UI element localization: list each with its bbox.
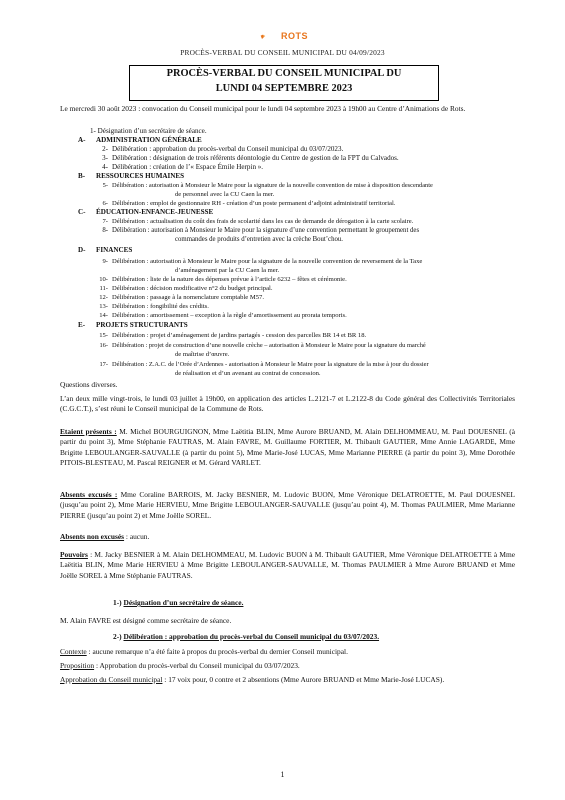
agenda-item-2: 2- Délibération : approbation du procès-verbal du Conseil municipal du 03/07/2023. xyxy=(102,145,344,153)
pouvoirs-paragraph xyxy=(60,550,515,581)
proposition-text: : Approbation du procès-verbal du Conseil municipal du 03/07/2023. xyxy=(95,661,300,670)
agenda-item-3: 3- Délibération : désignation de trois référents déontologie du Centre de gestion de la FPT du Calvados. xyxy=(102,154,399,162)
logo-text: ROTS xyxy=(281,31,309,41)
agenda-item-1: 1- Désignation d’un secrétaire de séance. xyxy=(90,127,207,135)
approval-text: : 17 voix pour, 0 contre et 2 absentions (Mme Aurore BRUAND et Mme Marie-José LUCAS). xyxy=(164,675,445,684)
agenda-item-16: 16- Délibération : projet de construction d’une nouvelle crèche – autorisation à Monsieur le Maire pour la signature du marché xyxy=(99,342,426,349)
agenda-section-a: A- ADMINISTRATION GÉNÉRALE xyxy=(78,136,202,144)
agenda-item-17-cont: de réalisation et d’un avenant au contrat de concession. xyxy=(175,370,321,377)
agenda-item-10: 10- Délibération : liste de la nature des dépenses prévue à l’article 6232 – fêtes et cérémonie. xyxy=(99,276,347,283)
agenda-item-7: 7- Délibération : actualisation du coût des frais de scolarité dans les cas de demande de dérogation à la carte scolaire. xyxy=(102,218,414,225)
excused-text: Mme Coraline BARROIS, M. Jacky BESNIER, M. Ludovic BUON, Mme Véronique DELATROETTE, M. Paul DOUESNEL (jusqu’au point 2), Mme Marie HERVIEU, Mme Brigitte LEBOULANGER-SAUVALLE (jusqu’au point 4), M. Thomas PAULMIER, Mme Marianne PIERRE (jusqu’au point 2) et Mme Joëlle SOREL. xyxy=(60,490,515,520)
title-box xyxy=(129,65,439,101)
agenda-item-4: 4- Délibération : création de l’« Espace Émile Herpin ». xyxy=(102,163,264,171)
agenda-section-e: E- PROJETS STRUCTURANTS xyxy=(78,321,188,329)
unexcused-label: Absents non excusés xyxy=(60,532,125,541)
agenda-item-17: 17- Délibération : Z.A.C. de l’Orée d’Ardennes - autorisation à Monsieur le Maire pour la signature de la mise à jour du dossier xyxy=(99,361,429,368)
agenda-item-13: 13- Délibération : fongibilité des crédits. xyxy=(99,303,209,310)
context-label: Contexte xyxy=(60,647,87,656)
agenda-item-8: 8- Délibération : autorisation à Monsieur le Maire pour la signature d’une convention permettant le groupement des xyxy=(102,227,420,234)
agenda-item-14: 14- Délibération : amortissement – exception à la règle d’amortissement au prorata temporis. xyxy=(99,312,347,319)
unexcused-text: : aucun. xyxy=(125,532,150,541)
running-header: PROCÈS-VERBAL DU CONSEIL MUNICIPAL DU 04/09/2023 xyxy=(180,48,385,57)
agenda-item-5: 5- Délibération : autorisation à Monsieur le Maire pour la signature de la nouvelle convention de mise à disposition descendante xyxy=(102,182,433,189)
section-2-approval xyxy=(60,675,515,685)
present-label: Etaient présents : xyxy=(60,427,117,436)
agenda-item-9: 9- Délibération : autorisation à Monsieur le Maire pour la signature de la nouvelle convention de reversement de la Taxe xyxy=(102,258,423,265)
questions-diverses: Questions diverses. xyxy=(60,380,118,389)
section-2-context xyxy=(60,647,515,657)
pouvoirs-label: Pouvoirs xyxy=(60,550,88,559)
present-paragraph xyxy=(60,427,515,468)
excused-label: Absents excusés : xyxy=(60,490,118,499)
section-2-heading xyxy=(113,632,565,642)
agenda-item-16-cont: de maîtrise d’œuvre. xyxy=(175,351,230,358)
agenda-section-d: D- FINANCES xyxy=(78,246,133,254)
agenda-item-5-cont: de personnel avec la CU Caen la mer. xyxy=(175,191,275,198)
agenda-section-c: C- ÉDUCATION-ENFANCE-JEUNESSE xyxy=(78,208,214,216)
agenda-section-b: B- RESSOURCES HUMAINES xyxy=(78,172,185,180)
section-1-text: M. Alain FAVRE est désigné comme secrétaire de séance. xyxy=(60,616,232,625)
pouvoirs-text: : M. Jacky BESNIER à M. Alain DELHOMMEAU, M. Ludovic BUON à M. Thibault GAUTIER, Mme Véronique DELATROETTE à Mme Laëtitia BLIN, Mme Marie HERVIEU à Mme Brigitte LEBOULANGER-SAUVALLE, M. Thomas PAULMIER à Mme Aurore BRUAND et Mme Joëlle SOREL à Mme Stéphanie FAUTRAS. xyxy=(60,550,515,580)
agenda-item-12: 12- Délibération : passage à la nomenclature comptable M57. xyxy=(99,294,264,301)
opening-paragraph: L’an deux mille vingt-trois, le lundi 03 juillet à 19h00, en application des articles L.2121-7 et L.2122-8 du Code général des Collectivités Territoriales (C.G.C.T.), s’est réuni le Conseil municipal de la Commune de Rots. xyxy=(60,394,515,414)
section-2-number: 2-) xyxy=(113,632,122,641)
title-line-2: LUNDI 04 SEPTEMBRE 2023 xyxy=(215,83,353,94)
excused-paragraph xyxy=(60,490,515,521)
agenda-item-9-cont: d’aménagement par la CU Caen la mer. xyxy=(175,267,280,274)
proposition-label: Proposition xyxy=(60,661,95,670)
unexcused-paragraph xyxy=(60,532,515,542)
section-1-heading xyxy=(113,598,565,608)
section-2-proposition xyxy=(60,661,515,671)
section-1-title: Désignation d’un secrétaire de séance. xyxy=(123,598,244,607)
section-1-number: 1-) xyxy=(113,598,122,607)
title-line-1: PROCÈS-VERBAL DU CONSEIL MUNICIPAL DU xyxy=(166,68,402,79)
agenda-item-8-cont: commandes de produits d’entretien avec la crèche Bout’chou. xyxy=(175,236,343,243)
section-2-title: Délibération : approbation du procès-verbal du Conseil municipal du 03/07/2023. xyxy=(123,632,380,641)
page-number: 1 xyxy=(280,770,285,779)
agenda-item-11: 11- Délibération : décision modificative n°2 du budget principal. xyxy=(99,285,273,292)
approval-label: Approbation du Conseil municipal xyxy=(60,675,163,684)
present-text: M. Michel BOURGUIGNON, Mme Laëtitia BLIN, Mme Aurore BRUAND, M. Alain DELHOMMEAU, M. Paul DOUESNEL (à partir du point 3), Mme Stéphanie FAUTRAS, M. Alain FAVRE, M. Guillaume FORTIER, M. Thibault GAUTIER, Mme Annie LAGARDE, Mme Brigitte LEBOULANGER-SAUVALLE (à partir du point 5), Mme Marie-José LUCAS, Mme Marianne PIERRE (à partir du point 3), Mme Dorothée PITOIS-BLESTEAU, M. Pascal REIGNER et M. Gérard VARLET. xyxy=(60,427,515,467)
agenda-item-15: 15- Délibération : projet d’aménagement de jardins partagés - cession des parcelles BR 14 et BR 18. xyxy=(99,332,367,339)
rots-logo-icon xyxy=(260,29,280,45)
convocation-paragraph: Le mercredi 30 août 2023 : convocation du Conseil municipal pour le lundi 04 septembre 2023 à 19h00 au Centre d’Animations de Rots. xyxy=(60,104,466,113)
agenda-item-6: 6- Délibération : emploi de gestionnaire RH - création d’un poste permanent d’adjoint administratif territorial. xyxy=(102,200,396,207)
context-text: : aucune remarque n’a été faite à propos du procès-verbal du dernier Conseil municipal. xyxy=(88,647,348,656)
